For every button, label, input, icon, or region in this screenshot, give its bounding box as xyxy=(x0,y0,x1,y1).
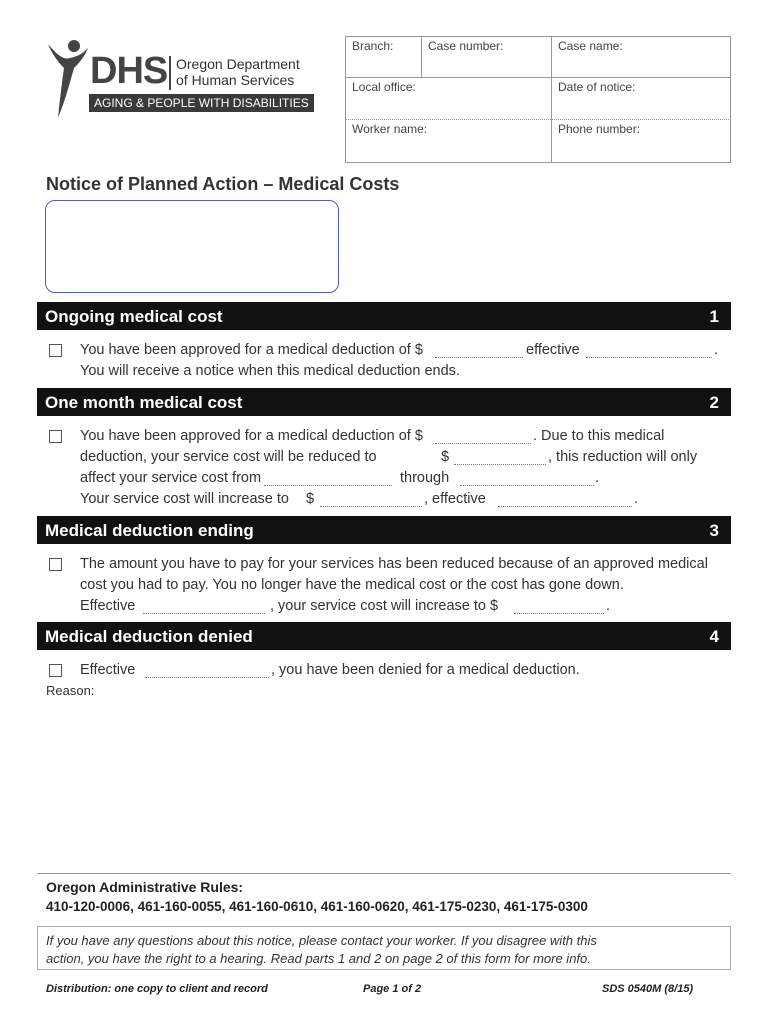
section-4-header xyxy=(37,622,731,650)
section-1-amount-blank[interactable] xyxy=(435,343,523,358)
page-title: Notice of Planned Action – Medical Costs xyxy=(46,174,400,194)
logo-department-line1: Oregon Department xyxy=(176,56,300,72)
contact-notice-line: If you have any questions about this notice, please contact your worker. If you disagree with this xyxy=(46,933,597,948)
section-2-from-date-blank[interactable] xyxy=(264,471,392,486)
footer-distribution: Distribution: one copy to client and record xyxy=(46,983,268,995)
case-name-field[interactable]: Case name: xyxy=(558,39,623,53)
section-1-text: . xyxy=(714,342,719,358)
section-2-text: , this reduction will only xyxy=(548,449,698,465)
branch-field[interactable]: Branch: xyxy=(352,39,394,53)
rules-heading: Oregon Administrative Rules: xyxy=(46,879,244,895)
section-1-effective-date-blank[interactable] xyxy=(586,343,712,358)
contact-notice-line: action, you have the right to a hearing. Read parts 1 and 2 on page 2 of this form for more info. xyxy=(46,951,591,966)
section-1-title: Ongoing medical cost xyxy=(45,307,223,326)
section-4-reason-label: Reason: xyxy=(46,683,95,698)
section-1-text: You will receive a notice when this medical deduction ends. xyxy=(80,363,460,379)
section-2-text: , effective xyxy=(424,491,486,507)
section-1-text: You have been approved for a medical deduction of $ xyxy=(80,342,423,358)
section-2-text: . xyxy=(634,491,639,507)
section-3-effective-date-blank[interactable] xyxy=(143,599,265,614)
section-2-text: . Due to this medical xyxy=(533,428,665,444)
section-3-text: , your service cost will increase to $ xyxy=(270,598,499,614)
section-3-increased-cost-blank[interactable] xyxy=(514,599,604,614)
section-4-title: Medical deduction denied xyxy=(45,627,253,646)
section-4-checkbox[interactable] xyxy=(49,664,62,677)
grid-divider xyxy=(551,36,552,163)
section-3-title: Medical deduction ending xyxy=(45,521,254,540)
grid-divider xyxy=(345,119,731,121)
section-2-number: 2 xyxy=(709,393,719,412)
logo-letters: DHS xyxy=(90,50,168,92)
phone-number-field[interactable]: Phone number: xyxy=(558,122,641,136)
section-2-header xyxy=(37,388,731,416)
section-2-title: One month medical cost xyxy=(45,393,243,412)
rules-divider xyxy=(37,873,731,874)
case-number-field[interactable]: Case number: xyxy=(428,39,504,53)
section-3-text: Effective xyxy=(80,598,136,614)
section-2-amount-blank[interactable] xyxy=(435,429,531,444)
section-4-text: Effective xyxy=(80,662,136,678)
section-3-checkbox[interactable] xyxy=(49,558,62,571)
section-2-checkbox[interactable] xyxy=(49,430,62,443)
address-box[interactable] xyxy=(45,200,339,293)
section-2-text: . xyxy=(595,470,600,486)
section-1-header xyxy=(37,302,731,330)
section-1-checkbox[interactable] xyxy=(49,344,62,357)
section-4-effective-date-blank[interactable] xyxy=(145,663,269,678)
section-4-number: 4 xyxy=(709,627,719,646)
section-2-text: You have been approved for a medical deduction of $ xyxy=(80,428,423,444)
grid-divider xyxy=(345,77,731,78)
section-1-text: effective xyxy=(526,342,580,358)
section-2-text: Your service cost will increase to xyxy=(80,491,289,507)
section-3-header xyxy=(37,516,731,544)
section-3-text: . xyxy=(606,598,611,614)
human-figure-logo-icon xyxy=(44,38,90,120)
date-of-notice-field[interactable]: Date of notice: xyxy=(558,80,636,94)
section-2-increased-cost-blank[interactable] xyxy=(320,492,422,507)
case-info-grid xyxy=(345,36,731,163)
section-2-text: $ xyxy=(306,491,315,507)
section-1-number: 1 xyxy=(709,307,719,326)
logo-division-bar: AGING & PEOPLE WITH DISABILITIES xyxy=(89,94,314,112)
section-2-text: $ xyxy=(441,449,450,465)
local-office-field[interactable]: Local office: xyxy=(352,80,416,94)
section-2-effective-date-blank[interactable] xyxy=(498,492,632,507)
section-2-text: deduction, your service cost will be reduced to xyxy=(80,449,377,465)
section-2-reduced-cost-blank[interactable] xyxy=(454,450,546,465)
section-3-number: 3 xyxy=(709,521,719,540)
footer-form-id: SDS 0540M (8/15) xyxy=(602,983,694,995)
contact-notice-box xyxy=(37,926,731,970)
rules-list: 410-120-0006, 461-160-0055, 461-160-0610, 461-160-0620, 461-175-0230, 461-175-0300 xyxy=(46,899,588,914)
section-3-text: The amount you have to pay for your services has been reduced because of an approved medical xyxy=(80,556,708,572)
section-4-text: , you have been denied for a medical deduction. xyxy=(271,662,580,678)
section-4-reason-field[interactable] xyxy=(46,702,726,862)
worker-name-field[interactable]: Worker name: xyxy=(352,122,428,136)
footer-page-number: Page 1 of 2 xyxy=(363,983,422,995)
section-2-text: through xyxy=(400,470,450,486)
section-2-through-date-blank[interactable] xyxy=(460,471,594,486)
logo-department-line2: of Human Services xyxy=(176,72,295,88)
section-2-text: affect your service cost from xyxy=(80,470,262,486)
logo-divider xyxy=(169,56,171,90)
grid-divider xyxy=(421,36,422,78)
section-3-text: cost you had to pay. You no longer have the medical cost or the cost has gone down. xyxy=(80,577,624,593)
